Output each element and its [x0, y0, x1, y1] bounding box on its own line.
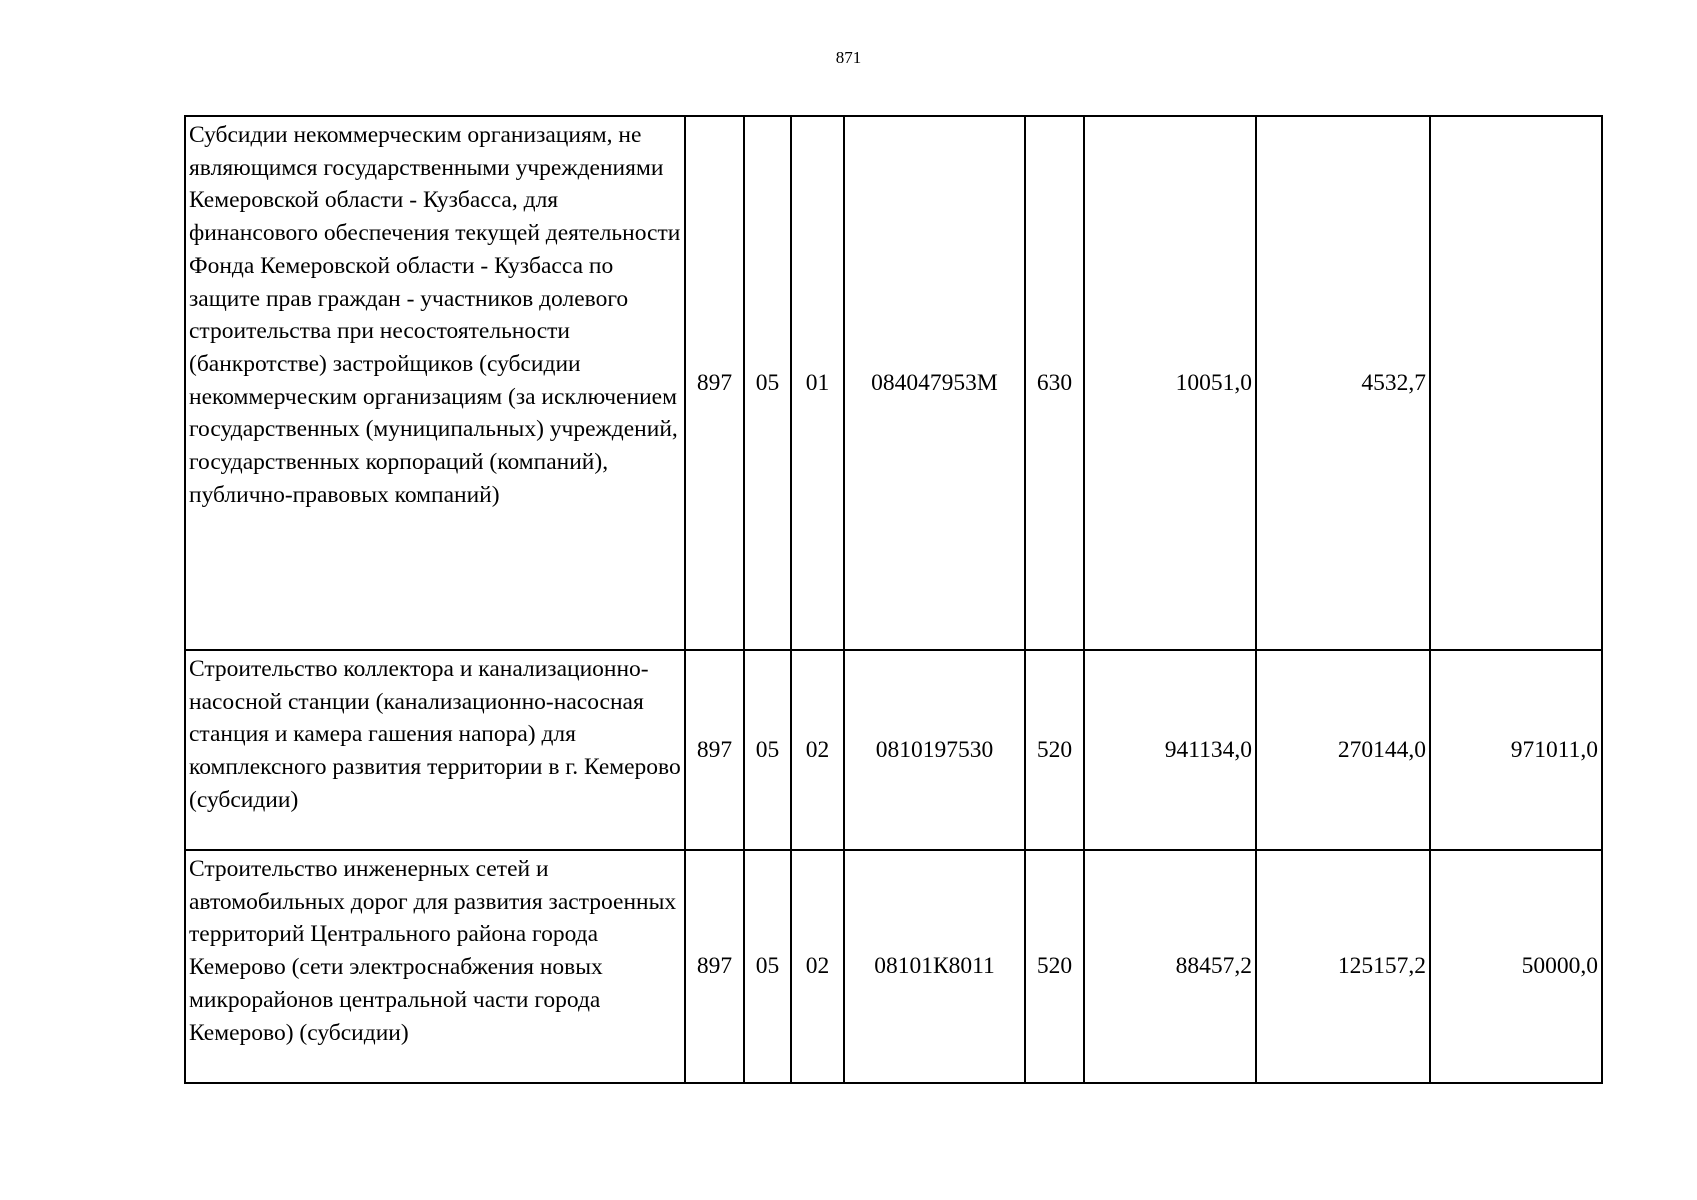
budget-table [184, 115, 1603, 1084]
subsection-code: 01 [791, 116, 844, 650]
section-code: 05 [744, 650, 791, 850]
amount-cell: 88457,2 [1084, 850, 1256, 1083]
table-row [185, 116, 1602, 650]
table-row [185, 650, 1602, 850]
amount-cell: 125157,2 [1256, 850, 1430, 1083]
target-article-code: 08101К8011 [844, 850, 1025, 1083]
target-article-code: 0810197530 [844, 650, 1025, 850]
row-description: Строительство коллектора и канализационно-насосной станции (канализационно-насосная станция и камера гашения напора) для комплексного развития территории в г. Кемерово (субсидии) [185, 650, 685, 850]
expense-type-code: 630 [1025, 116, 1084, 650]
ministry-code: 897 [685, 116, 744, 650]
subsection-code: 02 [791, 850, 844, 1083]
amount-cell: 4532,7 [1256, 116, 1430, 650]
ministry-code: 897 [685, 650, 744, 850]
amount-cell [1430, 116, 1602, 650]
section-code: 05 [744, 116, 791, 650]
amount-cell: 971011,0 [1430, 650, 1602, 850]
table-row [185, 850, 1602, 1083]
amount-cell: 10051,0 [1084, 116, 1256, 650]
amount-cell: 270144,0 [1256, 650, 1430, 850]
section-code: 05 [744, 850, 791, 1083]
subsection-code: 02 [791, 650, 844, 850]
row-description: Субсидии некоммерческим организациям, не являющимся государственными учреждениями Кемеровской области - Кузбасса, для финансового обеспечения текущей деятельности Фонда Кемеровской области - Кузбасса по защите прав граждан - участников долевого строительства при несостоятельности (банкротстве) застройщиков (субсидии некоммерческим организациям (за исключением государственных (муниципальных) учреждений, государственных корпораций (компаний), публично-правовых компаний) [185, 116, 685, 650]
amount-cell: 941134,0 [1084, 650, 1256, 850]
page-number: 871 [835, 48, 862, 67]
expense-type-code: 520 [1025, 650, 1084, 850]
target-article-code: 084047953М [844, 116, 1025, 650]
row-description: Строительство инженерных сетей и автомобильных дорог для развития застроенных территорий Центрального района города Кемерово (сети электроснабжения новых микрорайонов центральной части города Кемерово) (субсидии) [185, 850, 685, 1083]
ministry-code: 897 [685, 850, 744, 1083]
expense-type-code: 520 [1025, 850, 1084, 1083]
amount-cell: 50000,0 [1430, 850, 1602, 1083]
